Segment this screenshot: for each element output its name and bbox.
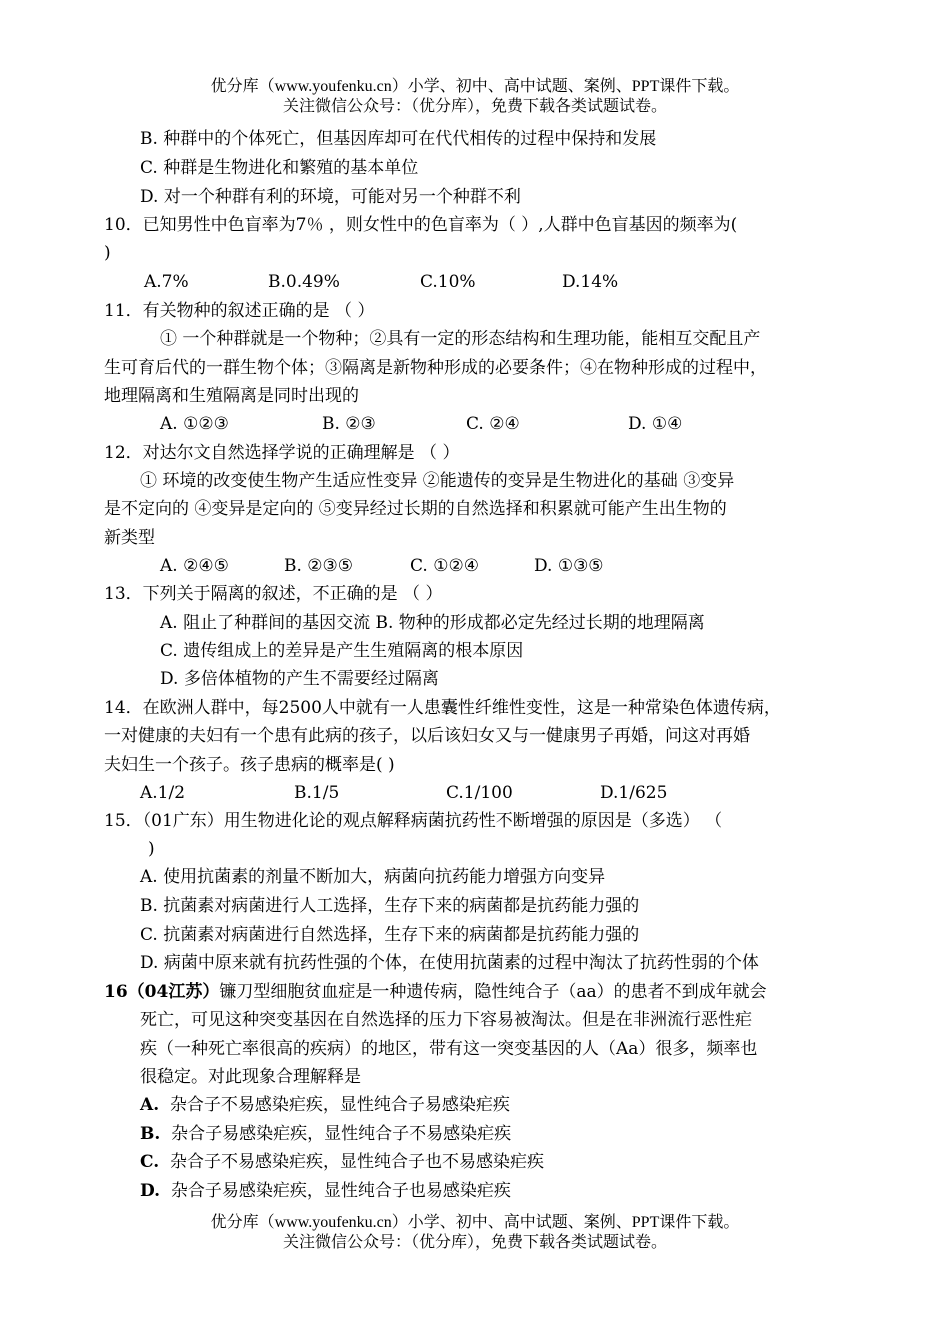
q12-stem: 12．对达尔文自然选择学说的正确理解是 （ ） [104,443,460,463]
q13-options-ab: A. 阻止了种群间的基因交流 B. 物种的形成都必定先经过长期的地理隔离 [160,613,705,633]
q13-option-c: C. 遗传组成上的差异是产生生殖隔离的根本原因 [160,641,524,661]
q11-body-1: ① 一个种群就是一个物种；②具有一定的形态结构和生理功能，能相互交配且产 [160,329,761,349]
q16-option-a-label: A. [140,1095,160,1115]
q10-option-c: C.10% [420,272,476,292]
q14-stem-2: 一对健康的夫妇有一个患有此病的孩子，以后该妇女又与一健康男子再婚，问这对再婚 [104,726,750,746]
q12-body-1: ① 环境的改变使生物产生适应性变异 ②能遗传的变异是生物进化的基础 ③变异 [140,471,735,491]
q14-stem-3: 夫妇生一个孩子。孩子患病的概率是( ) [104,755,395,775]
q9-option-d: D. 对一个种群有利的环境，可能对另一个种群不利 [140,187,521,207]
q16-option-c-label: C. [140,1152,160,1172]
q14-stem-1: 14．在欧洲人群中，每2500人中就有一人患囊性纤维性变性，这是一种常染色体遗传病， [104,698,781,718]
q10-option-d: D.14% [562,272,619,292]
q9-option-c: C. 种群是生物进化和繁殖的基本单位 [140,158,419,178]
q11-body-3: 地理隔离和生殖隔离是同时出现的 [104,386,359,406]
q12-body-2: 是不定向的 ④变异是定向的 ⑤变异经过长期的自然选择和积累就可能产生出生物的 [104,499,727,519]
q13-option-d: D. 多倍体植物的产生不需要经过隔离 [160,669,439,689]
q11-option-b: B. ②③ [322,414,376,434]
q16-stem-2: 死亡，可见这种突变基因在自然选择的压力下容易被淘汰。但是在非洲流行恶性疟 [140,1010,752,1030]
q11-option-a: A. ①②③ [160,414,229,434]
page-header-line2: 关注微信公众号：（优分库），免费下载各类试题试卷。 [282,98,667,115]
page-footer-line1: 优分库（www.youfenku.cn）小学、初中、高中试题、案例、PPT课件下载。 [210,1214,740,1231]
q15-stem: 15．（01广东）用生物进化论的观点解释病菌抗药性不断增强的原因是（多选） （ [104,811,723,831]
q16-stem-1-text: 镰刀型细胞贫血症是一种遗传病，隐性纯合子（aa）的患者不到成年就会 [219,982,767,1002]
q16-option-d-text: 杂合子易感染疟疾，显性纯合子也易感染疟疾 [170,1181,511,1201]
q16-option-b-text: 杂合子易感染疟疾，显性纯合子不易感染疟疾 [171,1124,512,1144]
q12-option-c: C. ①②④ [410,556,479,576]
q12-option-b: B. ②③⑤ [284,556,354,576]
q15-option-a: A. 使用抗菌素的剂量不断加大，病菌向抗药能力增强方向变异 [140,867,606,887]
page-header-line1: 优分库（www.youfenku.cn）小学、初中、高中试题、案例、PPT课件下载。 [210,78,740,95]
q16-stem-1 [104,981,767,1003]
q16-option-a [140,1094,510,1116]
q16-option-b [140,1123,511,1145]
q11-option-d: D. ①④ [628,414,683,434]
q10-stem-cont: ) [104,243,111,263]
q12-body-3: 新类型 [104,528,155,548]
q16-number: 16（04江苏） [104,982,220,1002]
q14-option-d: D.1/625 [600,783,668,803]
q14-option-c: C.1/100 [446,783,513,803]
q9-option-b: B. 种群中的个体死亡，但基因库却可在代代相传的过程中保持和发展 [140,129,657,149]
q13-stem: 13．下列关于隔离的叙述，不正确的是 （ ） [104,584,443,604]
q16-option-c [140,1151,544,1173]
q16-option-a-text: 杂合子不易感染疟疾，显性纯合子易感染疟疾 [169,1095,510,1115]
q10-option-a: A.7% [144,272,189,292]
q15-option-d: D. 病菌中原来就有抗药性强的个体，在使用抗菌素的过程中淘汰了抗药性弱的个体 [140,953,759,973]
page-footer-line2: 关注微信公众号：（优分库），免费下载各类试题试卷。 [282,1234,667,1251]
q16-option-d-label: D. [140,1181,161,1201]
q16-option-d [140,1180,511,1202]
q10-option-b: B.0.49% [268,272,340,292]
q16-stem-4: 很稳定。对此现象合理解释是 [140,1067,361,1087]
q12-option-a: A. ②④⑤ [160,556,229,576]
q11-option-c: C. ②④ [466,414,520,434]
q14-option-b: B.1/5 [294,783,340,803]
q16-option-b-label: B. [140,1124,161,1144]
q11-body-2: 生可育后代的一群生物个体；③隔离是新物种形成的必要条件；④在物种形成的过程中， [104,358,767,378]
q11-stem: 11．有关物种的叙述正确的是 （ ） [104,301,375,321]
q16-option-c-text: 杂合子不易感染疟疾，显性纯合子也不易感染疟疾 [169,1152,544,1172]
q14-option-a: A.1/2 [140,783,186,803]
q12-option-d: D. ①③⑤ [534,556,604,576]
q15-option-c: C. 抗菌素对病菌进行自然选择，生存下来的病菌都是抗药能力强的 [140,925,640,945]
q15-option-b: B. 抗菌素对病菌进行人工选择，生存下来的病菌都是抗药能力强的 [140,896,640,916]
q16-stem-3: 疾（一种死亡率很高的疾病）的地区，带有这一突变基因的人（Aa）很多，频率也 [140,1039,758,1059]
q15-stem-cont: ) [148,839,155,859]
q10-stem: 10．已知男性中色盲率为7％ ，则女性中的色盲率为（ ）,人群中色盲基因的频率为( [104,215,738,235]
